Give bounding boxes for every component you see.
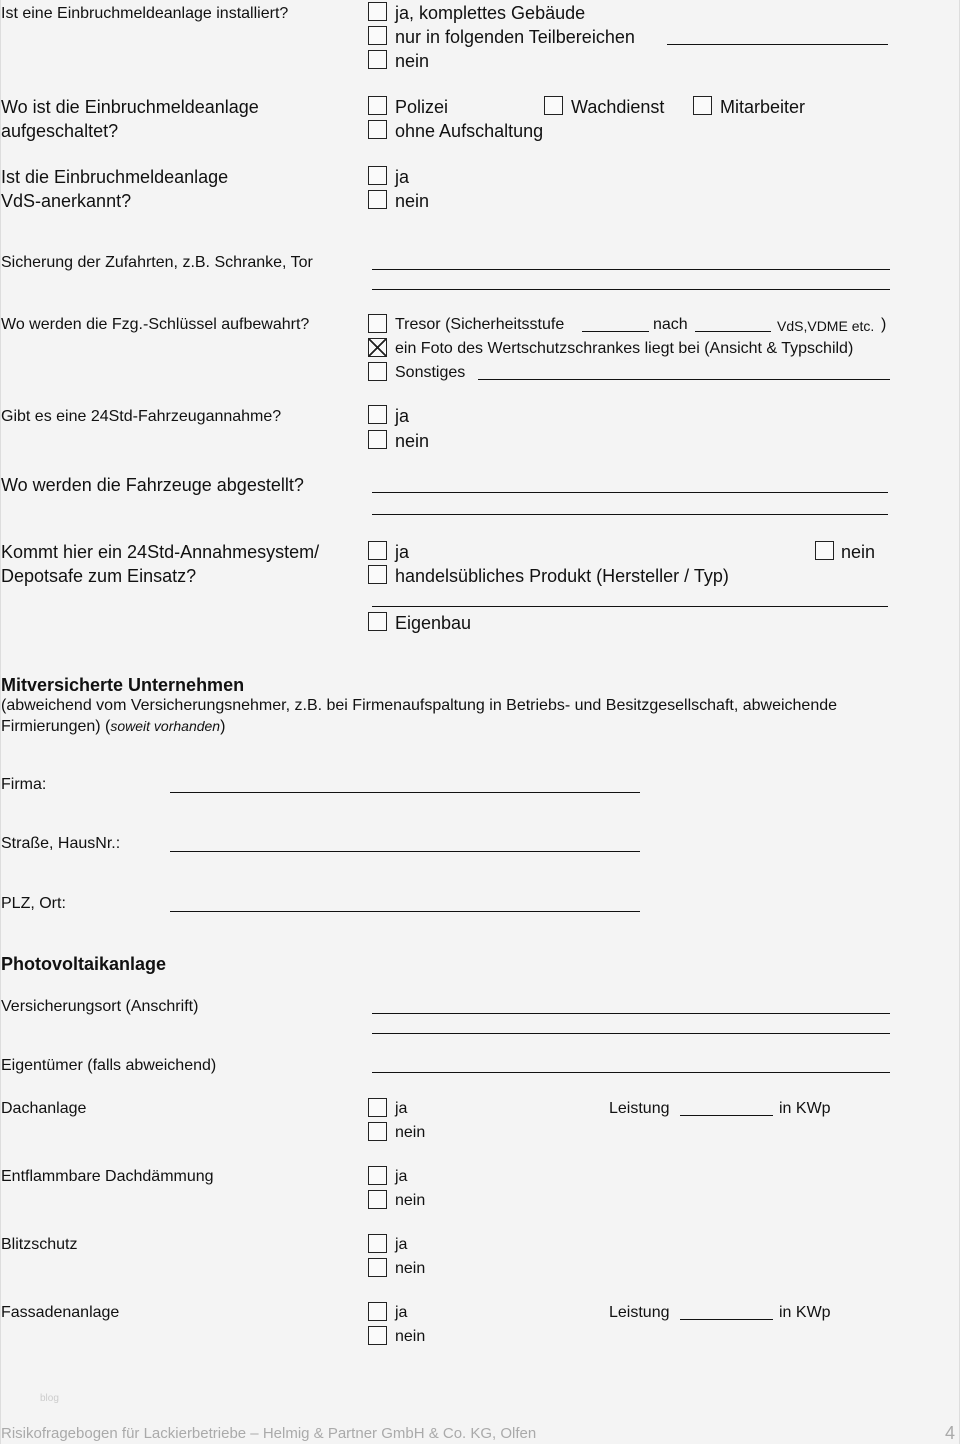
q-vds-label-1: Ist die Einbruchmeldeanlage — [1, 167, 229, 187]
option-roof-no: nein — [395, 1124, 426, 1141]
option-other-storage: Sonstiges — [395, 364, 466, 381]
facade-power-unit: in KWp — [779, 1304, 831, 1321]
pv-location-line-1[interactable] — [372, 1013, 890, 1014]
option-facade-no: nein — [395, 1328, 426, 1345]
pv-insulation-label: Entflammbare Dachdämmung — [1, 1168, 214, 1185]
desc-2-italic: soweit vorhanden — [110, 718, 221, 734]
access-security-line-1[interactable] — [372, 269, 890, 270]
commercial-product-line[interactable] — [372, 606, 888, 607]
checkbox-vds-no[interactable] — [368, 190, 387, 209]
checkbox-facade-no[interactable] — [368, 1326, 387, 1345]
company-line[interactable] — [170, 792, 640, 793]
street-line[interactable] — [170, 851, 640, 852]
facade-power-label: Leistung — [609, 1304, 670, 1321]
vehicle-parking-line-2[interactable] — [372, 514, 888, 515]
option-roof-yes: ja — [395, 1100, 408, 1117]
city-label: PLZ, Ort: — [1, 895, 66, 912]
option-insulation-yes: ja — [395, 1168, 408, 1185]
q-depot-safe-label-2: Depotsafe zum Einsatz? — [1, 566, 197, 586]
roof-power-unit: in KWp — [779, 1100, 831, 1117]
checkbox-insulation-yes[interactable] — [368, 1166, 387, 1185]
option-security-service: Wachdienst — [571, 97, 665, 117]
roof-power-line[interactable] — [680, 1115, 773, 1116]
pv-location-line-2[interactable] — [372, 1033, 890, 1034]
checkbox-employee[interactable] — [693, 96, 712, 115]
desc-2-text: Firmierungen) ( — [1, 718, 111, 735]
option-police: Polizei — [395, 97, 449, 117]
checkbox-insulation-no[interactable] — [368, 1190, 387, 1209]
pv-roof-label: Dachanlage — [1, 1100, 87, 1117]
option-safe-standard: VdS,VDME etc. — [777, 318, 875, 334]
page-number: 4 — [945, 1423, 956, 1443]
pv-lightning-label: Blitzschutz — [1, 1236, 78, 1253]
q-alarm-connected-label-1: Wo ist die Einbruchmeldeanlage — [1, 97, 259, 117]
company-label: Firma: — [1, 776, 47, 793]
pv-location-label: Versicherungsort (Anschrift) — [1, 998, 199, 1015]
vehicle-parking-line-1[interactable] — [372, 492, 888, 493]
facade-power-line[interactable] — [680, 1319, 773, 1320]
option-depot-no: nein — [841, 542, 876, 562]
checkbox-facade-yes[interactable] — [368, 1302, 387, 1321]
q-alarm-installed-label: Ist eine Einbruchmeldeanlage installiert? — [1, 5, 289, 22]
option-vds-yes: ja — [395, 167, 410, 187]
option-24h-no: nein — [395, 431, 430, 451]
checkbox-depot-yes[interactable] — [368, 541, 387, 560]
footer-text: Risikofragebogen für Lackierbetriebe – Helmig & Partner GmbH & Co. KG, Olfen — [1, 1425, 537, 1442]
option-24h-yes: ja — [395, 406, 410, 426]
checkbox-depot-no[interactable] — [815, 541, 834, 560]
street-label: Straße, HausNr.: — [1, 835, 121, 852]
roof-power-label: Leistung — [609, 1100, 670, 1117]
safe-level-line[interactable] — [582, 331, 649, 332]
option-safe-close: ) — [881, 316, 887, 333]
option-vds-no: nein — [395, 191, 430, 211]
checkbox-roof-no[interactable] — [368, 1122, 387, 1141]
alarm-partial-line[interactable] — [667, 44, 888, 45]
option-self-built: Eigenbau — [395, 613, 472, 633]
checkbox-roof-yes[interactable] — [368, 1098, 387, 1117]
option-commercial-product: handelsübliches Produkt (Hersteller / Typ) — [395, 566, 729, 586]
q-access-security-label: Sicherung der Zufahrten, z.B. Schranke, Tor — [1, 254, 313, 271]
pv-owner-line[interactable] — [372, 1072, 890, 1073]
q-24h-acceptance-label: Gibt es eine 24Std-Fahrzeugannahme? — [1, 408, 282, 425]
checkbox-photo-attached[interactable] — [368, 338, 387, 357]
option-alarm-none: nein — [395, 51, 430, 71]
q-vds-label-2: VdS-anerkannt? — [1, 191, 132, 211]
section-coinsured-desc-2 — [1, 716, 225, 737]
safe-standard-line[interactable] — [695, 331, 771, 332]
option-alarm-partial: nur in folgenden Teilbereichen — [395, 27, 635, 47]
checkbox-24h-no[interactable] — [368, 430, 387, 449]
section-coinsured-desc-1: (abweichend vom Versicherungsnehmer, z.B. bei Firmenaufspaltung in Betriebs- und Besitzgesellschaft, abweichende — [1, 697, 838, 714]
access-security-line-2[interactable] — [372, 289, 890, 290]
option-facade-yes: ja — [395, 1304, 408, 1321]
checkbox-lightning-no[interactable] — [368, 1258, 387, 1277]
q-alarm-connected-label-2: aufgeschaltet? — [1, 121, 119, 141]
option-alarm-full-building: ja, komplettes Gebäude — [395, 3, 586, 23]
checkbox-no-connection[interactable] — [368, 120, 387, 139]
checkbox-alarm-full-building[interactable] — [368, 2, 387, 21]
checkbox-vds-yes[interactable] — [368, 166, 387, 185]
checkbox-safe[interactable] — [368, 314, 387, 333]
option-photo-attached: ein Foto des Wertschutzschrankes liegt bei (Ansicht & Typschild) — [395, 340, 854, 357]
option-lightning-yes: ja — [395, 1236, 408, 1253]
section-coinsured-heading: Mitversicherte Unternehmen — [1, 675, 245, 695]
checkbox-24h-yes[interactable] — [368, 405, 387, 424]
checkbox-self-built[interactable] — [368, 612, 387, 631]
q-vehicle-parking-label: Wo werden die Fahrzeuge abgestellt? — [1, 475, 304, 495]
desc-2-end: ) — [220, 718, 226, 735]
checkbox-police[interactable] — [368, 96, 387, 115]
option-insulation-no: nein — [395, 1192, 426, 1209]
option-no-connection: ohne Aufschaltung — [395, 121, 544, 141]
option-lightning-no: nein — [395, 1260, 426, 1277]
pv-owner-label: Eigentümer (falls abweichend) — [1, 1057, 217, 1074]
option-employee: Mitarbeiter — [720, 97, 806, 117]
checkbox-commercial-product[interactable] — [368, 565, 387, 584]
city-line[interactable] — [170, 911, 640, 912]
section-pv-heading: Photovoltaikanlage — [1, 954, 167, 974]
other-storage-line[interactable] — [478, 379, 890, 380]
checkbox-security-service[interactable] — [544, 96, 563, 115]
option-safe: Tresor (Sicherheitsstufe — [395, 316, 565, 333]
checkbox-alarm-partial[interactable] — [368, 26, 387, 45]
checkbox-lightning-yes[interactable] — [368, 1234, 387, 1253]
q-depot-safe-label-1: Kommt hier ein 24Std-Annahmesystem/ — [1, 542, 320, 562]
option-safe-nach: nach — [653, 316, 688, 333]
checkbox-other-storage[interactable] — [368, 362, 387, 381]
checkbox-alarm-none[interactable] — [368, 50, 387, 69]
pv-facade-label: Fassadenanlage — [1, 1304, 120, 1321]
watermark: blog — [40, 1393, 59, 1404]
option-depot-yes: ja — [395, 542, 410, 562]
q-keys-storage-label: Wo werden die Fzg.-Schlüssel aufbewahrt? — [1, 316, 310, 333]
